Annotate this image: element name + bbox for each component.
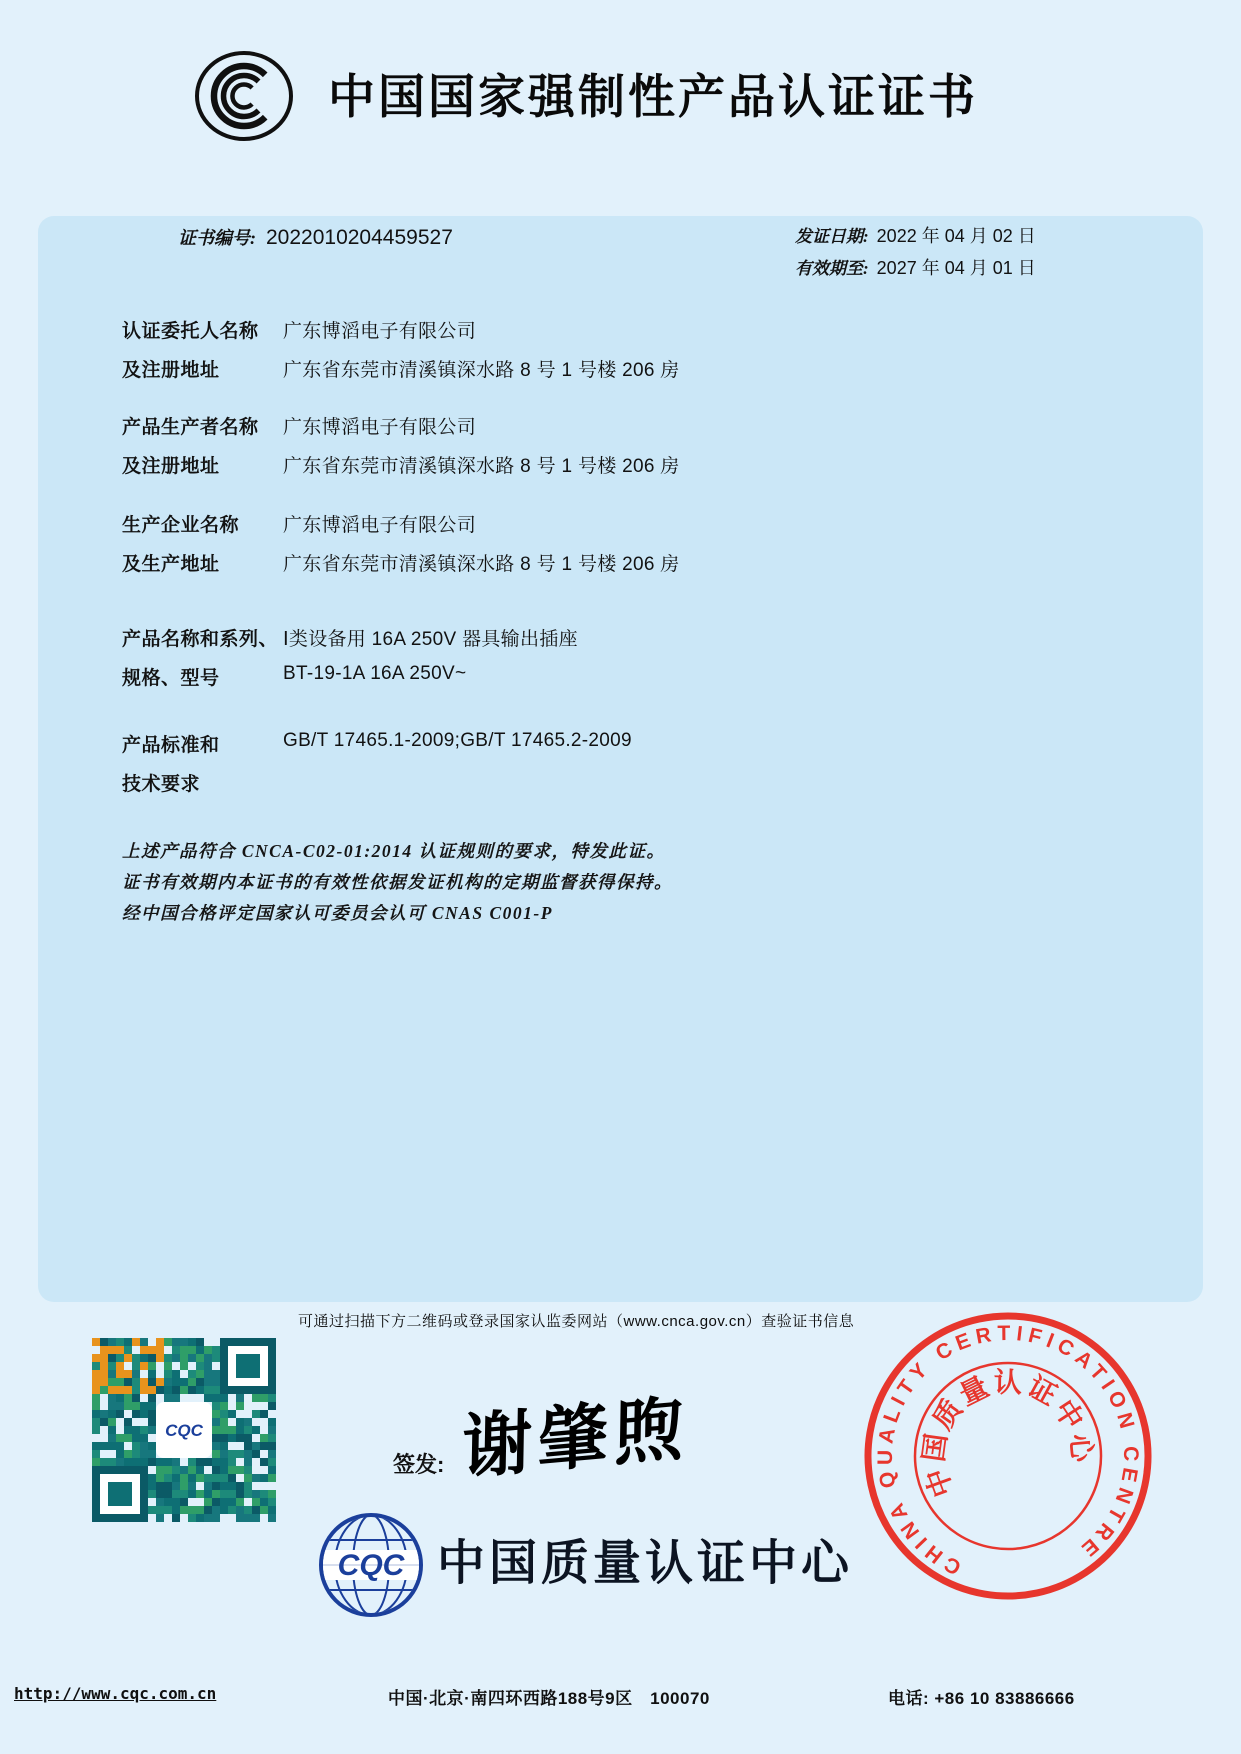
field-label: 认证委托人名称 — [122, 321, 259, 342]
field-producer — [122, 412, 1132, 490]
field-value: 广东博滔电子有限公司 — [283, 417, 477, 438]
field-label: 及注册地址 — [122, 456, 220, 477]
issue-date-value: 2022 年 04 月 02 日 — [876, 226, 1036, 246]
cqc-logo-text: CQC — [337, 1549, 405, 1582]
field-label: 规格、型号 — [122, 668, 220, 689]
expiry-date-value: 2027 年 04 月 01 日 — [876, 258, 1036, 278]
expiry-date-label: 有效期至: — [795, 259, 869, 278]
field-value: 广东省东莞市清溪镇深水路 8 号 1 号楼 206 房 — [283, 360, 680, 381]
field-manufacturer — [122, 510, 1132, 588]
field-value: 广东博滔电子有限公司 — [283, 321, 477, 342]
sign-label: 签发: — [393, 1452, 445, 1477]
field-value: GB/T 17465.1-2009;GB/T 17465.2-2009 — [283, 730, 632, 751]
issue-date-label: 发证日期: — [795, 227, 869, 246]
signature: 谢肇煦 — [461, 1390, 691, 1489]
field-label: 产品名称和系列、 — [122, 629, 279, 650]
field-value: 广东博滔电子有限公司 — [283, 515, 477, 536]
certificate-number-label: 证书编号: — [178, 228, 256, 248]
statement-line: 证书有效期内本证书的有效性依据发证机构的定期监督获得保持。 — [122, 872, 673, 892]
field-value: BT-19-1A 16A 250V~ — [283, 663, 467, 684]
svg-text:CHINA QUALITY CERTIFICATION CE — [832, 1280, 1184, 1632]
ccc-mark-icon — [194, 50, 294, 144]
field-standards — [122, 730, 1132, 808]
statement — [122, 836, 673, 929]
field-label: 产品标准和 — [122, 735, 220, 756]
field-value: Ⅰ类设备用 16A 250V 器具输出插座 — [283, 629, 578, 650]
field-applicant — [122, 316, 1132, 394]
svg-text:CQC: CQC — [165, 1421, 203, 1440]
cqc-globe-icon — [316, 1510, 426, 1620]
stamp-center-text: 中国质量认证中心 — [917, 1366, 1099, 1502]
verify-note: 可通过扫描下方二维码或登录国家认监委网站（www.cnca.gov.cn）查验证书信息 — [298, 1313, 855, 1330]
field-value: 广东省东莞市清溪镇深水路 8 号 1 号楼 206 房 — [283, 554, 680, 575]
footer-website: http://www.cqc.com.cn — [14, 1684, 217, 1703]
expiry-date-row — [795, 254, 1036, 280]
field-product-name-model — [122, 624, 1132, 702]
issuer-name: 中国质量认证中心 — [437, 1537, 854, 1590]
issue-date-row — [795, 222, 1036, 248]
page-title: 中国国家强制性产品认证证书 — [328, 70, 978, 123]
field-label: 生产企业名称 — [122, 515, 240, 536]
field-label: 产品生产者名称 — [122, 417, 259, 438]
field-label: 及生产地址 — [122, 554, 220, 575]
footer-phone: 电话: +86 10 83886666 — [888, 1689, 1075, 1708]
field-value: 广东省东莞市清溪镇深水路 8 号 1 号楼 206 房 — [283, 456, 680, 477]
certificate-number-row — [178, 224, 453, 250]
field-label: 技术要求 — [122, 774, 201, 795]
certificate-number-value: 2022010204459527 — [266, 226, 453, 249]
qr-code — [92, 1338, 276, 1522]
stamp-ring-text: CHINA QUALITY CERTIFICATION CENTRE — [873, 1321, 1143, 1580]
field-label: 及注册地址 — [122, 360, 220, 381]
cqc-stamp-icon — [830, 1278, 1186, 1634]
statement-line: 经中国合格评定国家认可委员会认可 CNAS C001-P — [122, 903, 553, 923]
statement-line: 上述产品符合 CNCA-C02-01:2014 认证规则的要求，特发此证。 — [122, 841, 666, 861]
footer-address: 中国·北京·南四环西路188号9区 100070 — [388, 1689, 710, 1708]
